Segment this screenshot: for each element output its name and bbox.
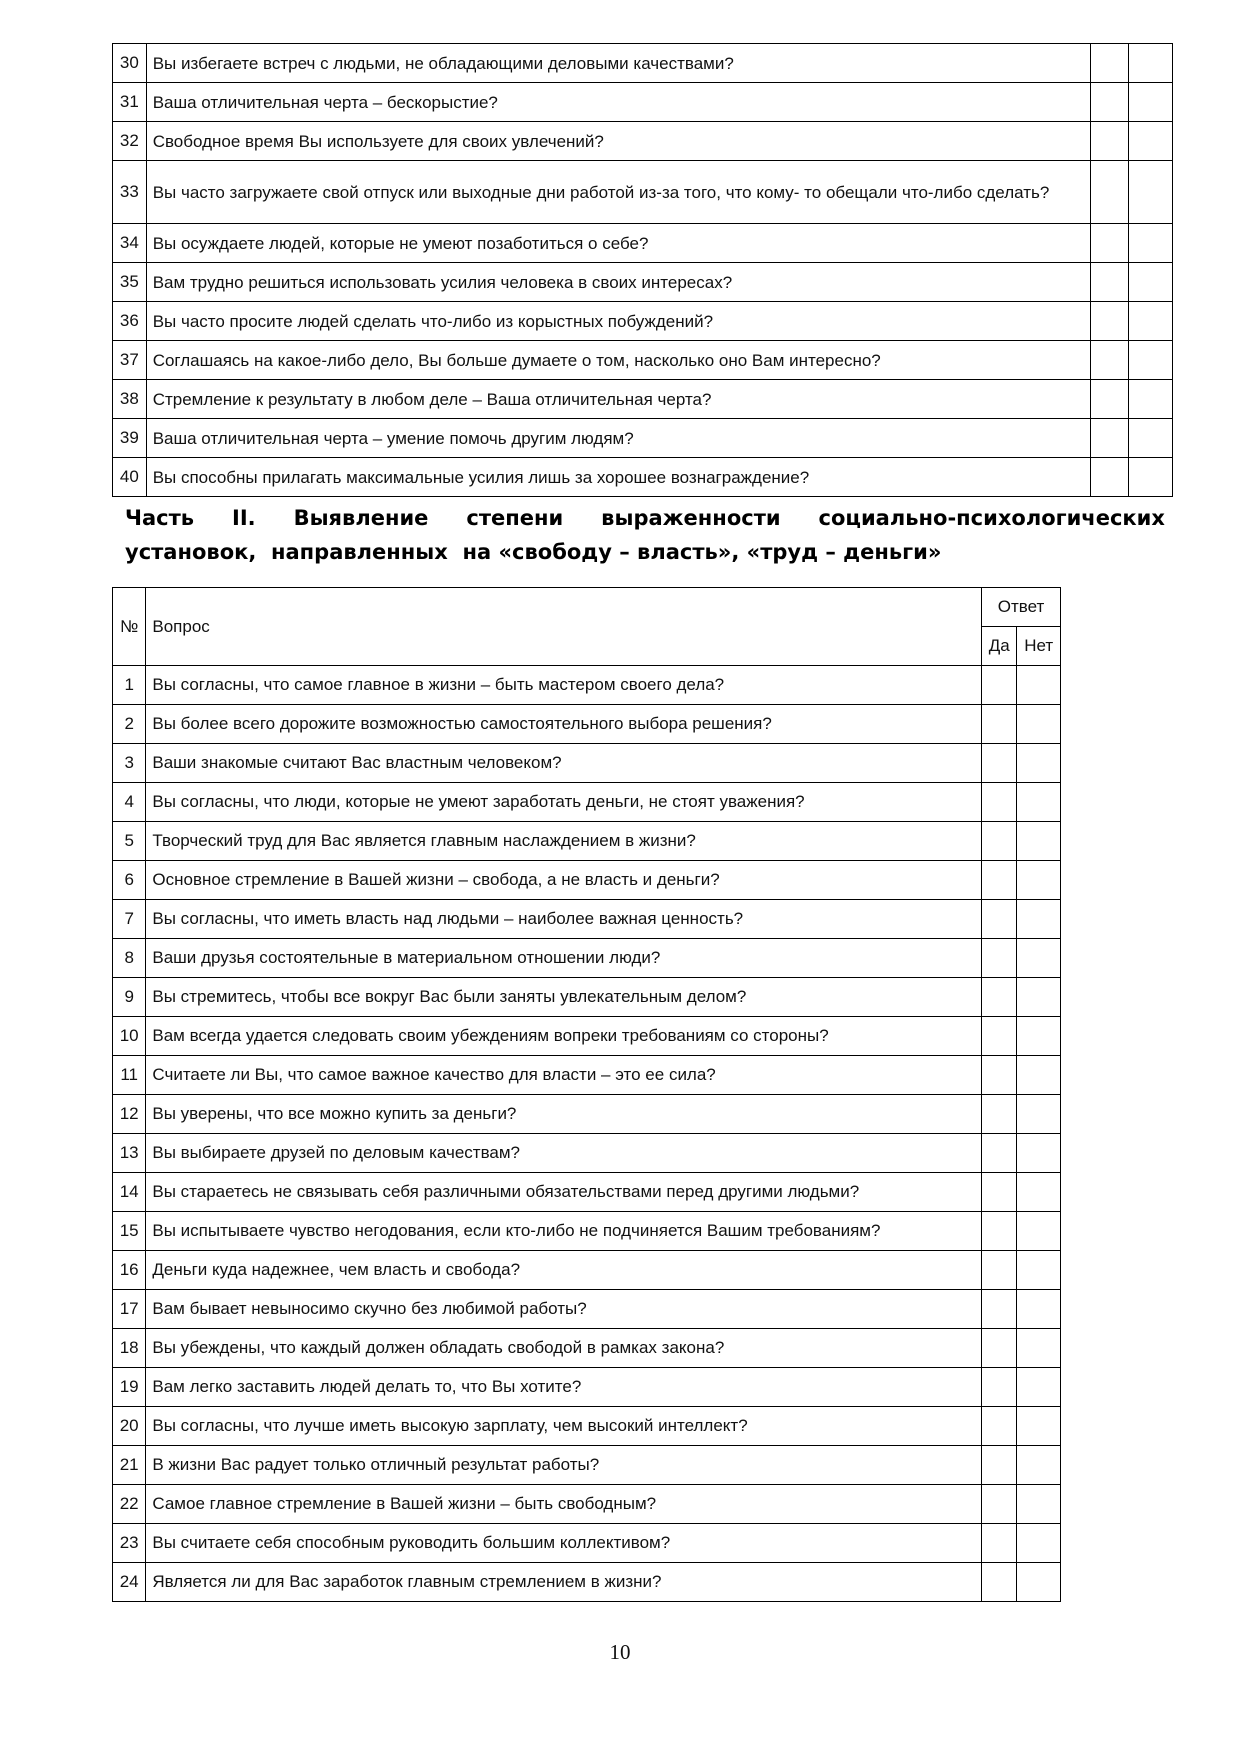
answer-cell-yes[interactable] — [982, 900, 1017, 939]
heading-word: Часть — [125, 506, 195, 530]
question-number: 21 — [113, 1446, 146, 1485]
question-number: 14 — [113, 1173, 146, 1212]
question-text: Вам трудно решиться использовать усилия человека в своих интересах? — [146, 263, 1091, 302]
answer-cell-no[interactable] — [1017, 1563, 1061, 1602]
table-row — [113, 1563, 1061, 1602]
answer-cell-no[interactable] — [1017, 1134, 1061, 1173]
heading-word: Выявление — [293, 506, 429, 530]
table-row — [113, 939, 1061, 978]
table-row — [113, 1368, 1061, 1407]
header-answer: Ответ — [982, 588, 1061, 627]
answer-cell-yes[interactable] — [982, 861, 1017, 900]
question-number: 18 — [113, 1329, 146, 1368]
question-text: Ваша отличительная черта – умение помочь другим людям? — [146, 419, 1091, 458]
answer-cell-yes[interactable] — [982, 1056, 1017, 1095]
answer-cell-no[interactable] — [1129, 224, 1173, 263]
question-number: 2 — [113, 705, 146, 744]
table-row — [113, 83, 1173, 122]
question-number: 37 — [113, 341, 147, 380]
question-text: Вы испытываете чувство негодования, если кто-либо не подчиняется Вашим требованиям? — [146, 1212, 982, 1251]
answer-cell-no[interactable] — [1129, 380, 1173, 419]
heading-word: степени — [466, 506, 564, 530]
question-text: Вам легко заставить людей делать то, что Вы хотите? — [146, 1368, 982, 1407]
question-text: Вы согласны, что люди, которые не умеют заработать деньги, не стоят уважения? — [146, 783, 982, 822]
table-row — [113, 1251, 1061, 1290]
answer-cell-no[interactable] — [1017, 939, 1061, 978]
table-header — [113, 588, 1061, 666]
question-text: Ваши друзья состоятельные в материальном отношении люди? — [146, 939, 982, 978]
question-number: 6 — [113, 861, 146, 900]
question-number: 4 — [113, 783, 146, 822]
question-text: Вы согласны, что самое главное в жизни – быть мастером своего дела? — [146, 666, 982, 705]
answer-cell-no[interactable] — [1129, 122, 1173, 161]
question-text: Основное стремление в Вашей жизни – свобода, а не власть и деньги? — [146, 861, 982, 900]
answer-cell-no[interactable] — [1017, 1290, 1061, 1329]
table-row — [113, 224, 1173, 263]
table-row — [113, 1446, 1061, 1485]
answer-cell-yes[interactable] — [1091, 122, 1129, 161]
question-number: 5 — [113, 822, 146, 861]
question-number: 32 — [113, 122, 147, 161]
question-number: 38 — [113, 380, 147, 419]
question-text: В жизни Вас радует только отличный результат работы? — [146, 1446, 982, 1485]
table-row — [113, 44, 1173, 83]
table-row — [113, 419, 1173, 458]
answer-cell-no[interactable] — [1017, 861, 1061, 900]
answer-cell-yes[interactable] — [1091, 380, 1129, 419]
question-text: Вы согласны, что иметь власть над людьми – наиболее важная ценность? — [146, 900, 982, 939]
question-number: 35 — [113, 263, 147, 302]
table-row — [113, 122, 1173, 161]
answer-cell-yes[interactable] — [1091, 458, 1129, 497]
question-text: Творческий труд для Вас является главным наслаждением в жизни? — [146, 822, 982, 861]
answer-cell-no[interactable] — [1017, 1095, 1061, 1134]
table-row — [113, 822, 1061, 861]
table-row — [113, 861, 1061, 900]
questionnaire-table-part1 — [112, 43, 1173, 497]
table-row — [113, 380, 1173, 419]
answer-cell-no[interactable] — [1017, 900, 1061, 939]
answer-cell-no[interactable] — [1017, 744, 1061, 783]
question-text: Считаете ли Вы, что самое важное качество для власти – это ее сила? — [146, 1056, 982, 1095]
answer-cell-yes[interactable] — [982, 1524, 1017, 1563]
answer-cell-no[interactable] — [1129, 44, 1173, 83]
answer-cell-yes[interactable] — [982, 939, 1017, 978]
question-text: Вы считаете себя способным руководить большим коллективом? — [146, 1524, 982, 1563]
answer-cell-no[interactable] — [1017, 978, 1061, 1017]
question-number: 11 — [113, 1056, 146, 1095]
answer-cell-yes[interactable] — [1091, 263, 1129, 302]
answer-cell-yes[interactable] — [982, 1173, 1017, 1212]
table-row — [113, 900, 1061, 939]
answer-cell-yes[interactable] — [982, 1368, 1017, 1407]
header-row — [113, 588, 1061, 627]
header-question: Вопрос — [146, 588, 982, 666]
question-text: Деньги куда надежнее, чем власть и свобода? — [146, 1251, 982, 1290]
answer-cell-yes[interactable] — [982, 1212, 1017, 1251]
header-yes: Да — [982, 627, 1017, 666]
question-text: Вы стараетесь не связывать себя различными обязательствами перед другими людьми? — [146, 1173, 982, 1212]
table-row — [113, 302, 1173, 341]
question-number: 10 — [113, 1017, 146, 1056]
question-number: 7 — [113, 900, 146, 939]
answer-cell-yes[interactable] — [1091, 224, 1129, 263]
table-row — [113, 1290, 1061, 1329]
answer-cell-yes[interactable] — [1091, 161, 1129, 224]
question-text: Вам бывает невыносимо скучно без любимой работы? — [146, 1290, 982, 1329]
answer-cell-yes[interactable] — [982, 1095, 1017, 1134]
table-row — [113, 705, 1061, 744]
answer-cell-no[interactable] — [1129, 341, 1173, 380]
heading-line-2: установок, направленных на «свободу – власть», «труд – деньги» — [125, 540, 942, 564]
question-number: 17 — [113, 1290, 146, 1329]
table-row — [113, 1212, 1061, 1251]
heading-word: социально-психологических — [818, 506, 1165, 530]
answer-cell-no[interactable] — [1129, 161, 1173, 224]
answer-cell-yes[interactable] — [1091, 44, 1129, 83]
question-text: Вы более всего дорожите возможностью самостоятельного выбора решения? — [146, 705, 982, 744]
answer-cell-no[interactable] — [1017, 1173, 1061, 1212]
answer-cell-no[interactable] — [1129, 302, 1173, 341]
question-text: Ваши знакомые считают Вас властным человеком? — [146, 744, 982, 783]
heading-word: выраженности — [601, 506, 781, 530]
questionnaire-table-part2 — [112, 587, 1061, 1602]
answer-cell-no[interactable] — [1129, 83, 1173, 122]
question-number: 16 — [113, 1251, 146, 1290]
question-number: 13 — [113, 1134, 146, 1173]
answer-cell-no[interactable] — [1017, 783, 1061, 822]
answer-cell-no[interactable] — [1017, 1524, 1061, 1563]
answer-cell-yes[interactable] — [982, 978, 1017, 1017]
answer-cell-yes[interactable] — [982, 783, 1017, 822]
table-row — [113, 458, 1173, 497]
answer-cell-yes[interactable] — [982, 1134, 1017, 1173]
question-text: Является ли для Вас заработок главным стремлением в жизни? — [146, 1563, 982, 1602]
question-number: 30 — [113, 44, 147, 83]
answer-cell-no[interactable] — [1017, 1251, 1061, 1290]
table-row — [113, 1524, 1061, 1563]
answer-cell-no[interactable] — [1017, 822, 1061, 861]
question-text: Вы согласны, что лучше иметь высокую зарплату, чем высокий интеллект? — [146, 1407, 982, 1446]
question-text: Вы избегаете встреч с людьми, не обладающими деловыми качествами? — [146, 44, 1091, 83]
question-number: 3 — [113, 744, 146, 783]
header-no: Нет — [1017, 627, 1061, 666]
answer-cell-no[interactable] — [1017, 1446, 1061, 1485]
question-number: 15 — [113, 1212, 146, 1251]
answer-cell-yes[interactable] — [982, 1407, 1017, 1446]
answer-cell-no[interactable] — [1017, 1485, 1061, 1524]
question-number: 24 — [113, 1563, 146, 1602]
table-row — [113, 1017, 1061, 1056]
table-row — [113, 1485, 1061, 1524]
question-number: 12 — [113, 1095, 146, 1134]
question-text: Ваша отличительная черта – бескорыстие? — [146, 83, 1091, 122]
question-text: Вы выбираете друзей по деловым качествам? — [146, 1134, 982, 1173]
answer-cell-yes[interactable] — [982, 1251, 1017, 1290]
answer-cell-yes[interactable] — [1091, 302, 1129, 341]
table-body — [113, 666, 1061, 1602]
answer-cell-yes[interactable] — [1091, 419, 1129, 458]
answer-cell-yes[interactable] — [982, 666, 1017, 705]
answer-cell-yes[interactable] — [982, 1017, 1017, 1056]
question-number: 34 — [113, 224, 147, 263]
question-number: 39 — [113, 419, 147, 458]
page-number: 10 — [609, 1640, 631, 1664]
answer-cell-no[interactable] — [1129, 458, 1173, 497]
question-text: Вы осуждаете людей, которые не умеют позаботиться о себе? — [146, 224, 1091, 263]
answer-cell-no[interactable] — [1129, 263, 1173, 302]
table-body — [113, 44, 1173, 497]
question-number: 23 — [113, 1524, 146, 1563]
answer-cell-no[interactable] — [1017, 1212, 1061, 1251]
question-text: Свободное время Вы используете для своих увлечений? — [146, 122, 1091, 161]
question-text: Вы часто загружаете свой отпуск или выходные дни работой из-за того, что кому- то обещали что-либо сделать? — [146, 161, 1091, 224]
heading-word: II. — [232, 506, 256, 530]
answer-cell-no[interactable] — [1129, 419, 1173, 458]
table-row — [113, 341, 1173, 380]
answer-cell-yes[interactable] — [1091, 83, 1129, 122]
question-text: Соглашаясь на какое-либо дело, Вы больше думаете о том, насколько оно Вам интересно? — [146, 341, 1091, 380]
question-number: 36 — [113, 302, 147, 341]
table-row — [113, 783, 1061, 822]
table-row — [113, 1329, 1061, 1368]
question-number: 20 — [113, 1407, 146, 1446]
question-text: Самое главное стремление в Вашей жизни – быть свободным? — [146, 1485, 982, 1524]
answer-cell-yes[interactable] — [982, 1329, 1017, 1368]
answer-cell-no[interactable] — [1017, 1329, 1061, 1368]
table-row — [113, 1407, 1061, 1446]
answer-cell-no[interactable] — [1017, 1017, 1061, 1056]
question-number: 33 — [113, 161, 147, 224]
answer-cell-no[interactable] — [1017, 1368, 1061, 1407]
answer-cell-no[interactable] — [1017, 1407, 1061, 1446]
table-row — [113, 666, 1061, 705]
table-row — [113, 1173, 1061, 1212]
answer-cell-yes[interactable] — [1091, 341, 1129, 380]
table-row — [113, 978, 1061, 1017]
answer-cell-yes[interactable] — [982, 822, 1017, 861]
answer-cell-yes[interactable] — [982, 1563, 1017, 1602]
answer-cell-yes[interactable] — [982, 1446, 1017, 1485]
question-text: Вы стремитесь, чтобы все вокруг Вас были заняты увлекательным делом? — [146, 978, 982, 1017]
answer-cell-yes[interactable] — [982, 1485, 1017, 1524]
question-number: 19 — [113, 1368, 146, 1407]
answer-cell-yes[interactable] — [982, 705, 1017, 744]
answer-cell-no[interactable] — [1017, 1056, 1061, 1095]
question-text: Вы часто просите людей сделать что-либо из корыстных побуждений? — [146, 302, 1091, 341]
table-row — [113, 744, 1061, 783]
question-number: 22 — [113, 1485, 146, 1524]
answer-cell-no[interactable] — [1017, 666, 1061, 705]
answer-cell-no[interactable] — [1017, 705, 1061, 744]
table-row — [113, 161, 1173, 224]
question-text: Вы уверены, что все можно купить за деньги? — [146, 1095, 982, 1134]
question-text: Вы убеждены, что каждый должен обладать свободой в рамках закона? — [146, 1329, 982, 1368]
header-number: № — [113, 588, 146, 666]
question-text: Вы способны прилагать максимальные усилия лишь за хорошее вознаграждение? — [146, 458, 1091, 497]
table-row — [113, 1095, 1061, 1134]
answer-cell-yes[interactable] — [982, 744, 1017, 783]
question-number: 9 — [113, 978, 146, 1017]
answer-cell-yes[interactable] — [982, 1290, 1017, 1329]
heading-line-1 — [125, 500, 1165, 536]
table-row — [113, 1134, 1061, 1173]
question-number: 31 — [113, 83, 147, 122]
table-row — [113, 1056, 1061, 1095]
question-text: Стремление к результату в любом деле – Ваша отличительная черта? — [146, 380, 1091, 419]
question-number: 40 — [113, 458, 147, 497]
question-number: 8 — [113, 939, 146, 978]
table-row — [113, 263, 1173, 302]
question-number: 1 — [113, 666, 146, 705]
section-heading — [125, 500, 1165, 568]
question-text: Вам всегда удается следовать своим убеждениям вопреки требованиям со стороны? — [146, 1017, 982, 1056]
